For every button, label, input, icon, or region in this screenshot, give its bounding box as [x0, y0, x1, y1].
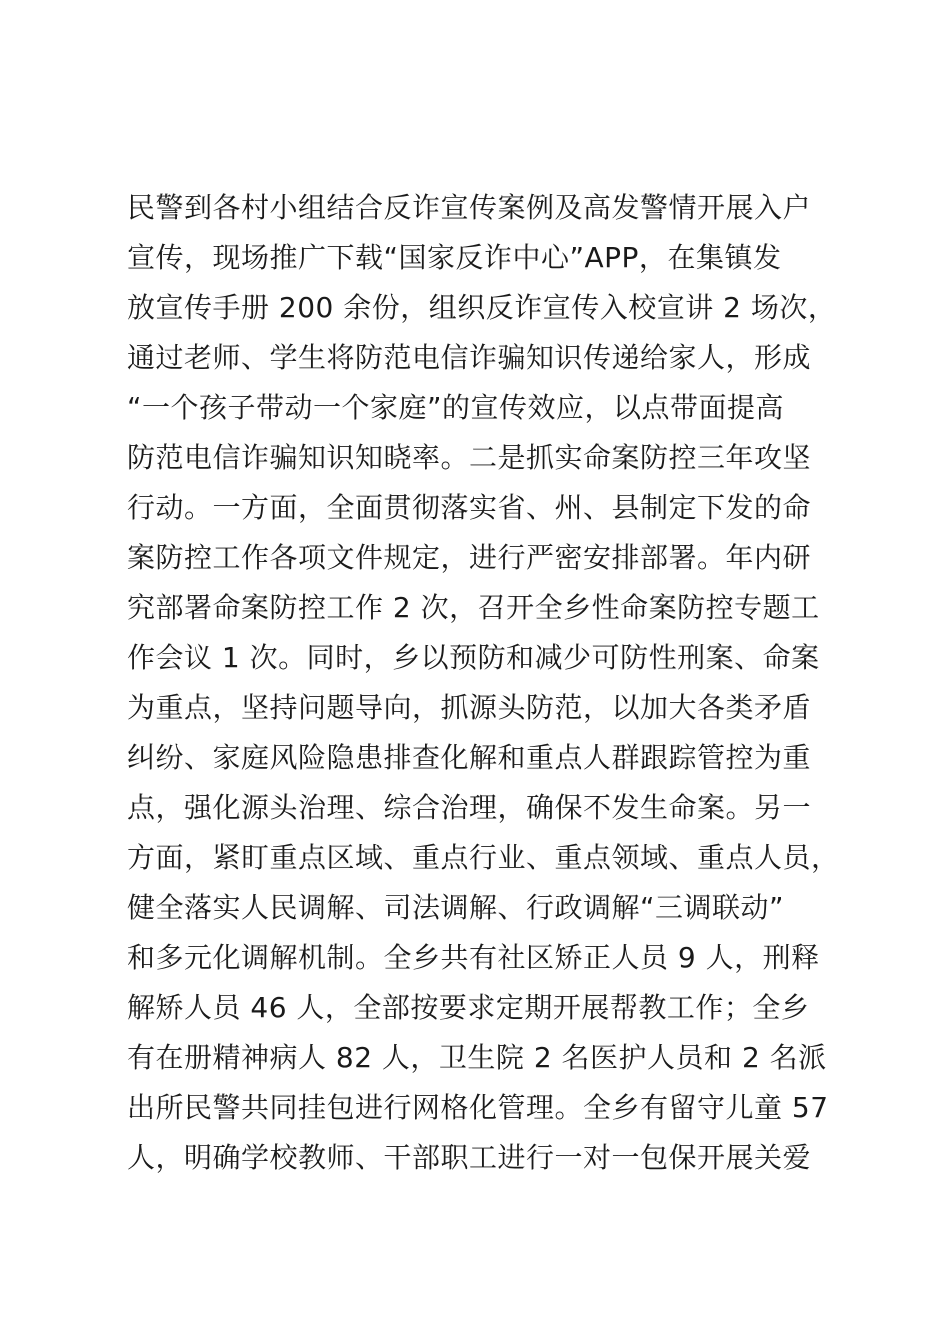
text-line: 通过老师、学生将防范电信诈骗知识传递给家人，形成	[127, 341, 812, 374]
text-line: 民警到各村小组结合反诈宣传案例及高发警情开展入户	[127, 191, 812, 224]
text-line: 和多元化调解机制。全乡共有社区矫正人员 9 人，刑释	[127, 941, 820, 974]
text-line: 究部署命案防控工作 2 次，召开全乡性命案防控专题工	[127, 591, 820, 624]
text-line: 方面，紧盯重点区域、重点行业、重点领域、重点人员，	[127, 841, 840, 874]
text-line: “一个孩子带动一个家庭”的宣传效应，以点带面提高	[127, 391, 785, 424]
text-line: 人，明确学校教师、干部职工进行一对一包保开展关爱	[127, 1141, 812, 1174]
text-line: 为重点，坚持问题导向，抓源头防范，以加大各类矛盾	[127, 691, 812, 724]
body-paragraph	[127, 183, 867, 1183]
text-line: 点，强化源头治理、综合治理，确保不发生命案。另一	[127, 791, 812, 824]
text-line: 解矫人员 46 人，全部按要求定期开展帮教工作；全乡	[127, 991, 810, 1024]
text-line: 纠纷、家庭风险隐患排查化解和重点人群跟踪管控为重	[127, 741, 812, 774]
text-line: 防范电信诈骗知识知晓率。二是抓实命案防控三年攻坚	[127, 441, 812, 474]
text-line: 健全落实人民调解、司法调解、行政调解“三调联动”	[127, 891, 785, 924]
text-line: 宣传，现场推广下载“国家反诈中心”APP，在集镇发	[127, 241, 782, 274]
text-line: 案防控工作各项文件规定，进行严密安排部署。年内研	[127, 541, 812, 574]
text-line: 有在册精神病人 82 人，卫生院 2 名医护人员和 2 名派	[127, 1041, 827, 1074]
text-line: 出所民警共同挂包进行网格化管理。全乡有留守儿童 57	[127, 1091, 829, 1124]
text-line: 行动。一方面，全面贯彻落实省、州、县制定下发的命	[127, 491, 812, 524]
text-line: 作会议 1 次。同时，乡以预防和减少可防性刑案、命案	[127, 641, 820, 674]
text-line: 放宣传手册 200 余份，组织反诈宣传入校宣讲 2 场次，	[127, 291, 837, 324]
